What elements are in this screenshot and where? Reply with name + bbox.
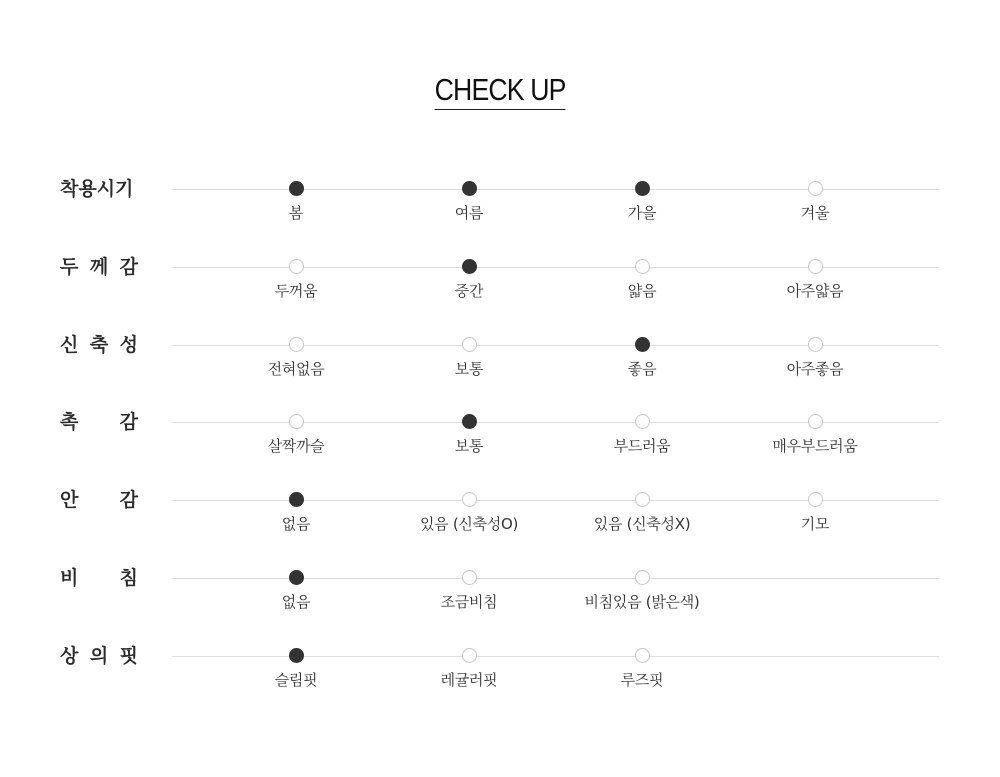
empty-circle-icon [289,337,304,352]
rating-option [389,570,549,612]
row-label [60,333,138,357]
filled-circle-icon [289,648,304,663]
option-label: 루즈핏 [620,670,664,689]
row-label-text: 감 [119,411,138,434]
row-label-text: 감 [119,489,138,512]
rating-option [562,181,722,223]
rating-option [735,414,895,456]
option-label: 중간 [454,281,484,300]
row-label [60,177,138,201]
row-label-text: 비 [60,567,79,589]
option-label: 보통 [454,359,484,378]
filled-circle-icon [635,181,650,196]
filled-circle-icon [289,492,304,507]
checkup-title-text: CHECK UP [435,72,566,110]
option-label: 비침있음 (밝은색) [584,593,700,611]
row-label-text: 촉 [60,411,79,434]
option-label: 부드러움 [613,437,671,456]
empty-circle-icon [462,648,477,663]
rating-option [389,181,549,223]
rating-option [562,259,722,301]
empty-circle-icon [808,181,823,196]
rating-option [735,337,895,379]
empty-circle-icon [635,570,650,585]
option-label: 아주얇음 [786,281,844,300]
row-label [60,566,138,590]
empty-circle-icon [462,337,477,352]
row-label-text: 침 [119,567,138,589]
rating-option [735,181,895,223]
checkup-row [0,178,1000,267]
empty-circle-icon [462,570,477,585]
checkup-row [0,644,1000,734]
rating-option [389,492,549,534]
row-label [60,255,138,279]
empty-circle-icon [289,259,304,274]
option-label: 아주좋음 [786,359,844,378]
row-label [60,410,138,434]
row-label [60,644,138,668]
rating-option [389,337,549,379]
option-label: 슬림핏 [274,670,318,689]
rating-option [216,648,376,690]
filled-circle-icon [289,570,304,585]
checkup-row [0,411,1000,500]
rating-option [735,492,895,534]
option-label: 얇음 [627,281,657,300]
empty-circle-icon [808,259,823,274]
row-label-text: 께 [89,255,109,278]
option-label: 좋음 [627,359,657,378]
filled-circle-icon [462,414,477,429]
rating-option [389,648,549,690]
empty-circle-icon [635,492,650,507]
rating-option [389,414,549,456]
rating-option [562,414,722,456]
filled-circle-icon [462,259,477,274]
filled-circle-icon [289,181,304,196]
checkup-title [0,72,1000,110]
empty-circle-icon [808,492,823,507]
rating-option [562,337,722,379]
option-label: 조금비침 [440,593,498,611]
option-label: 전혀없음 [267,359,325,378]
rating-option [216,181,376,223]
row-label-text: 핏 [119,644,138,667]
row-label-text: 신 [60,333,79,356]
rating-option [389,259,549,301]
option-label: 가을 [627,204,657,222]
empty-circle-icon [289,414,304,429]
row-label-text: 축 [89,333,109,356]
option-label: 보통 [454,437,484,456]
rating-option [216,337,376,379]
filled-circle-icon [462,181,477,196]
row-label-text: 착용시기 [60,178,134,200]
rating-option [562,570,722,612]
empty-circle-icon [635,414,650,429]
empty-circle-icon [808,337,823,352]
row-label-text: 두 [60,255,79,278]
option-label: 기모 [800,515,830,534]
option-label: 없음 [281,515,311,534]
empty-circle-icon [635,648,650,663]
option-label: 살짝까슬 [267,437,325,456]
option-label: 두꺼움 [274,281,318,300]
row-label-text: 안 [60,489,79,512]
checkup-row [0,567,1000,656]
checkup-row [0,255,1000,345]
rating-option [216,259,376,301]
rating-option [216,570,376,612]
option-label: 없음 [281,593,311,611]
empty-circle-icon [635,259,650,274]
option-label: 레귤러핏 [440,670,498,689]
checkup-row [0,333,1000,423]
option-label: 있음 (신축성X) [593,515,691,534]
rating-option [216,492,376,534]
row-label-text: 감 [119,255,138,278]
option-label: 겨울 [800,204,830,222]
row-label-text: 상 [60,644,79,667]
empty-circle-icon [808,414,823,429]
rating-option [562,492,722,534]
option-label: 봄 [288,204,304,222]
row-label-text: 의 [89,644,109,667]
rating-option [735,259,895,301]
row-label-text: 성 [119,333,138,356]
row-label [60,488,138,512]
option-label: 여름 [454,204,484,222]
empty-circle-icon [462,492,477,507]
checkup-row [0,489,1000,578]
option-label: 매우부드러움 [772,437,858,456]
rating-option [216,414,376,456]
option-label: 있음 (신축성O) [419,515,519,534]
filled-circle-icon [635,337,650,352]
rating-option [562,648,722,690]
